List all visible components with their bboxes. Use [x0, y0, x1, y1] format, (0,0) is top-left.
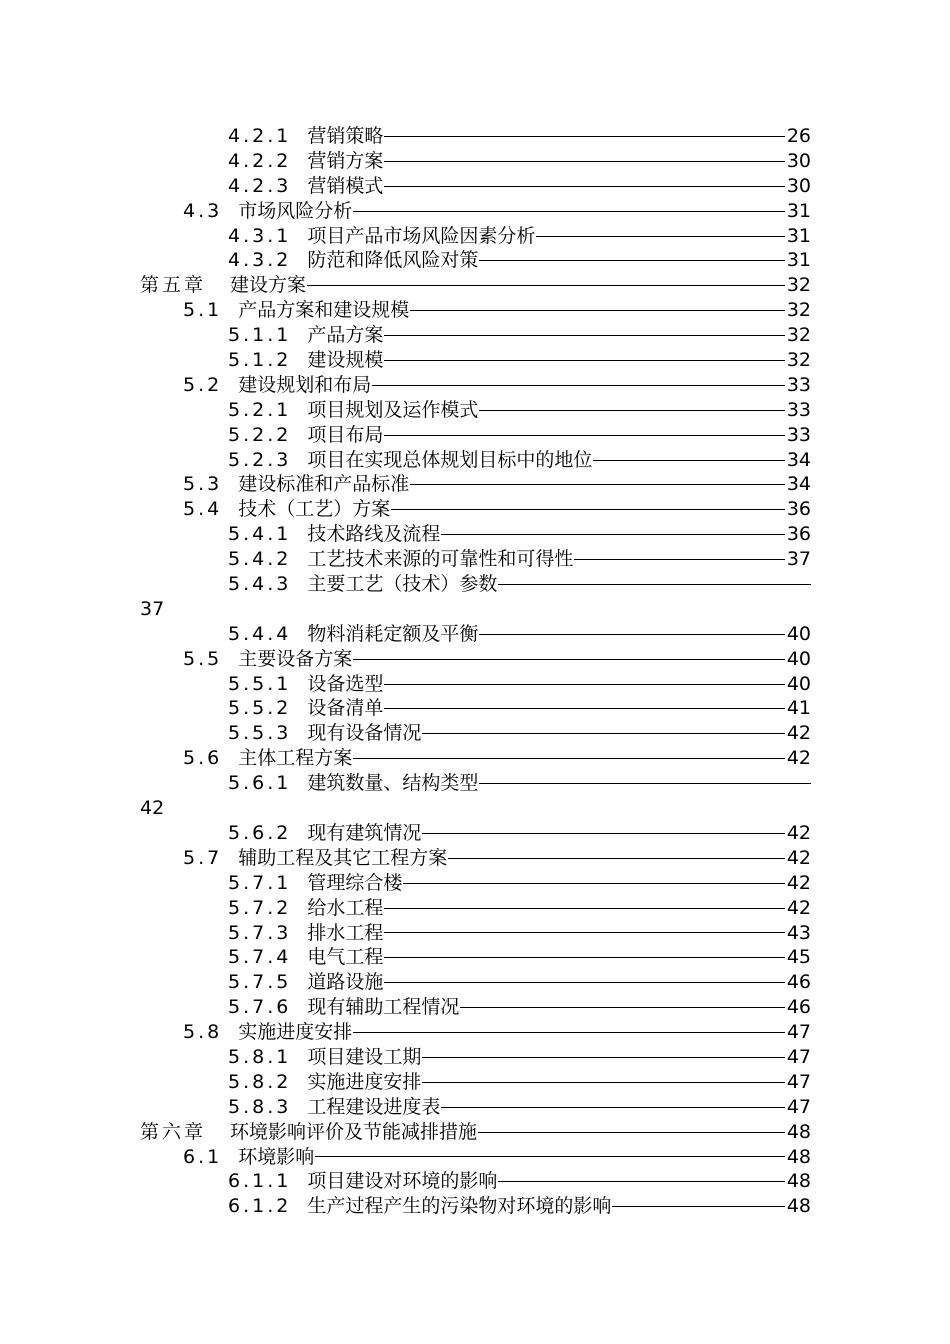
toc-dot-leader: [384, 335, 784, 336]
toc-entry-page-number: 30: [786, 149, 811, 172]
toc-entry-page-number: 37: [786, 548, 811, 571]
toc-entry-number: 4.2.1: [228, 125, 292, 147]
toc-dot-leader: [422, 733, 784, 734]
toc-entry[interactable]: [0, 771, 950, 796]
toc-entry-title: 设备选型: [307, 672, 384, 695]
toc-dot-leader: [410, 484, 785, 485]
toc-entry-row: [228, 696, 811, 721]
toc-entry-title: 现有设备情况: [307, 722, 422, 745]
toc-entry-page-number: 46: [786, 971, 811, 994]
toc-entry-title: 项目布局: [307, 423, 384, 446]
toc-entry[interactable]: [0, 746, 950, 771]
toc-entry[interactable]: [0, 273, 950, 298]
toc-entry-page-number: 48: [786, 1145, 811, 1168]
toc-dot-leader: [315, 1156, 785, 1157]
toc-entry-title: 营销方案: [307, 149, 384, 172]
toc-entry-row: [228, 398, 811, 423]
toc-entry[interactable]: [0, 921, 950, 946]
toc-entry-row: [228, 771, 811, 796]
toc-entry-title: 项目建设工期: [307, 1045, 422, 1068]
toc-entry-page-number: 41: [786, 697, 811, 720]
toc-entry-title: 生产过程产生的污染物对环境的影响: [307, 1195, 612, 1218]
toc-entry[interactable]: [0, 846, 950, 871]
toc-entry[interactable]: [0, 945, 950, 970]
toc-dot-leader: [478, 1132, 785, 1133]
toc-entry[interactable]: [0, 1095, 950, 1120]
toc-entry-title: 主要工艺（技术）参数: [307, 573, 498, 596]
toc-entry-row: [228, 896, 811, 921]
toc-entry-number: 第六章: [140, 1120, 207, 1143]
toc-entry-title: 实施进度安排: [238, 1021, 353, 1044]
toc-entry-row: [228, 448, 811, 473]
toc-entry-page-number: 42: [786, 747, 811, 770]
toc-entry-title: 实施进度安排: [307, 1070, 422, 1093]
toc-entry[interactable]: [0, 896, 950, 921]
toc-entry-row: [228, 522, 811, 547]
toc-dot-leader: [479, 634, 784, 635]
toc-entry-row: [228, 995, 811, 1020]
toc-entry[interactable]: [0, 547, 950, 572]
toc-entry-row: [228, 572, 811, 597]
toc-entry[interactable]: [0, 298, 950, 323]
toc-entry-row: [183, 1145, 811, 1170]
toc-entry-title: 道路设施: [307, 971, 384, 994]
toc-entry-page-number: 47: [786, 1095, 811, 1118]
toc-entry-row: [183, 846, 811, 871]
toc-entry[interactable]: [0, 398, 950, 423]
toc-entry[interactable]: [0, 149, 950, 174]
toc-entry-number: 5.1.1: [228, 324, 292, 347]
toc-entry[interactable]: [0, 1120, 950, 1145]
toc-entry-page-number: 36: [786, 523, 811, 546]
toc-entry[interactable]: [0, 248, 950, 273]
toc-entry-page-number: 40: [786, 672, 811, 695]
toc-dot-leader: [384, 708, 784, 709]
toc-entry-title: 环境影响: [238, 1145, 315, 1168]
toc-entry-row: [183, 199, 811, 224]
toc-entry-page-number: 31: [786, 249, 811, 272]
toc-entry-row: [183, 298, 811, 323]
toc-entry-number: 5.7.1: [228, 871, 292, 894]
toc-dot-leader: [536, 236, 784, 237]
toc-entry[interactable]: [0, 622, 950, 647]
toc-entry[interactable]: [0, 572, 950, 597]
toc-entry-page-number: 32: [786, 349, 811, 372]
toc-entry-number: 5.6.2: [228, 821, 292, 844]
toc-dot-leader: [479, 410, 784, 411]
toc-entry[interactable]: [0, 423, 950, 448]
toc-entry-page-number-wrapped: 37: [140, 597, 165, 620]
toc-entry-row: [228, 1070, 811, 1095]
toc-entry-number: 5.4.4: [228, 622, 292, 645]
toc-entry-title: 现有辅助工程情况: [307, 996, 460, 1019]
toc-entry-title: 物料消耗定额及平衡: [307, 622, 479, 645]
toc-entry-row: [228, 174, 811, 199]
toc-entry-title: 工程建设进度表: [307, 1095, 441, 1118]
toc-entry-row: [183, 1020, 811, 1045]
toc-entry-number: 5.1.2: [228, 349, 292, 372]
toc-entry-row: [228, 871, 811, 896]
toc-entry-row: [228, 1169, 811, 1194]
toc-entry-page-number: 31: [786, 224, 811, 247]
toc-dot-leader: [384, 932, 784, 933]
toc-entry-number: 5.7.4: [228, 946, 292, 969]
toc-entry[interactable]: [0, 1020, 950, 1045]
toc-entry-row: [228, 622, 811, 647]
toc-dot-leader: [612, 1206, 784, 1207]
toc-dot-leader: [498, 1181, 784, 1182]
toc-entry-row: [183, 472, 811, 497]
toc-entry-title: 主体工程方案: [238, 747, 353, 770]
toc-entry-page-number: 48: [786, 1195, 811, 1218]
toc-dot-leader: [384, 186, 784, 187]
toc-entry[interactable]: [0, 871, 950, 896]
toc-entry-row: [228, 224, 811, 249]
toc-entry[interactable]: [0, 348, 950, 373]
toc-entry-number: 5.6.1: [228, 772, 292, 795]
toc-dot-leader: [410, 310, 785, 311]
toc-entry-title: 建设标准和产品标准: [238, 473, 410, 496]
toc-entry-title: 产品方案和建设规模: [238, 299, 410, 322]
toc-entry-title: 环境影响评价及节能减排措施: [230, 1120, 478, 1143]
toc-entry-title: 建设方案: [230, 274, 307, 297]
toc-entry-page-number: 42: [786, 722, 811, 745]
toc-entry-title: 防范和降低风险对策: [307, 249, 479, 272]
toc-dot-leader: [403, 883, 784, 884]
toc-entry-number: 6.1.2: [228, 1195, 292, 1218]
toc-dot-leader: [422, 833, 784, 834]
toc-entry-page-number: 34: [786, 448, 811, 471]
toc-entry[interactable]: [0, 647, 950, 672]
toc-entry-page-number: 36: [786, 498, 811, 521]
toc-entry-number: 5.3: [183, 473, 223, 496]
toc-dot-leader: [574, 559, 784, 560]
toc-entry-page-number: 46: [786, 996, 811, 1019]
toc-entry-title: 建筑数量、结构类型: [307, 772, 479, 795]
toc-entry-title: 管理综合楼: [307, 871, 403, 894]
toc-entry-row: [228, 1045, 811, 1070]
toc-entry[interactable]: [0, 522, 950, 547]
toc-entry-number: 6.1.1: [228, 1170, 292, 1193]
toc-entry-number: 5.2.3: [228, 448, 292, 471]
toc-entry-page-number: 47: [786, 1045, 811, 1068]
toc-entry-page-number: 43: [786, 921, 811, 944]
toc-entry-page-number: 47: [786, 1070, 811, 1093]
toc-entry-number: 5.5.1: [228, 672, 292, 695]
toc-entry-row: [228, 423, 811, 448]
toc-dot-leader: [498, 584, 811, 585]
toc-entry-number: 5.4: [183, 498, 223, 521]
toc-dot-leader: [372, 385, 785, 386]
toc-entry[interactable]: [0, 995, 950, 1020]
toc-dot-leader: [441, 534, 784, 535]
toc-entry[interactable]: [0, 696, 950, 721]
toc-entry-row: [228, 945, 811, 970]
toc-entry-row: [183, 373, 811, 398]
toc-entry-title: 建设规模: [307, 349, 384, 372]
toc-entry-title: 电气工程: [307, 946, 384, 969]
toc-entry-title: 市场风险分析: [238, 199, 353, 222]
toc-entry-title: 辅助工程及其它工程方案: [238, 846, 448, 869]
toc-entry[interactable]: [0, 672, 950, 697]
toc-entry[interactable]: [0, 472, 950, 497]
toc-entry[interactable]: [0, 970, 950, 995]
toc-entry-number: 5.1: [183, 299, 223, 322]
toc-entry-page-number: 32: [786, 299, 811, 322]
toc-entry[interactable]: [0, 721, 950, 746]
toc-entry[interactable]: [0, 1070, 950, 1095]
toc-entry-row: [228, 672, 811, 697]
toc-entry-number: 5.7.2: [228, 896, 292, 919]
toc-dot-leader: [384, 684, 784, 685]
toc-entry-number: 5.8.1: [228, 1045, 292, 1068]
toc-entry-title: 主要设备方案: [238, 647, 353, 670]
toc-dot-leader: [391, 509, 785, 510]
toc-dot-leader: [479, 260, 784, 261]
toc-entry-row: [228, 970, 811, 995]
toc-entry-number: 6.1: [183, 1145, 223, 1168]
toc-dot-leader: [353, 211, 785, 212]
toc-entry-page-number: 48: [786, 1120, 811, 1143]
toc-entry-number: 5.2: [183, 373, 223, 396]
toc-entry-row: [228, 547, 811, 572]
toc-entry-page-number: 40: [786, 647, 811, 670]
toc-dot-leader: [384, 136, 784, 137]
toc-entry-number: 4.3.1: [228, 224, 292, 247]
toc-dot-leader: [384, 908, 784, 909]
toc-entry[interactable]: [0, 1194, 950, 1219]
toc-entry-number: 5.5.3: [228, 722, 292, 745]
toc-entry-number: 5.7.6: [228, 996, 292, 1019]
toc-dot-leader: [479, 783, 811, 784]
toc-entry-title: 营销模式: [307, 174, 384, 197]
toc-dot-leader: [307, 285, 785, 286]
toc-entry-number: 5.8.3: [228, 1095, 292, 1118]
toc-entry-number: 5.2.2: [228, 423, 292, 446]
toc-entry-page-number: 42: [786, 846, 811, 869]
toc-dot-leader: [384, 982, 784, 983]
toc-entry[interactable]: [0, 1045, 950, 1070]
toc-entry-title: 现有建筑情况: [307, 821, 422, 844]
toc-entry-row: [140, 273, 811, 298]
toc-entry-title: 建设规划和布局: [238, 373, 372, 396]
toc-entry-number: 5.7.3: [228, 921, 292, 944]
toc-entry-page-number: 30: [786, 174, 811, 197]
toc-entry-number: 5.7: [183, 846, 223, 869]
toc-entry-row: [228, 149, 811, 174]
toc-entry[interactable]: [0, 373, 950, 398]
table-of-contents: [0, 124, 950, 1219]
toc-entry-page-number: 33: [786, 373, 811, 396]
toc-entry-page-number: 45: [786, 946, 811, 969]
toc-entry[interactable]: [0, 821, 950, 846]
toc-entry[interactable]: [0, 124, 950, 149]
toc-entry-number: 5.5: [183, 647, 223, 670]
toc-entry-row: [183, 497, 811, 522]
toc-entry-title: 给水工程: [307, 896, 384, 919]
toc-entry-number: 5.7.5: [228, 971, 292, 994]
toc-entry[interactable]: [0, 323, 950, 348]
toc-entry[interactable]: [0, 1145, 950, 1170]
toc-entry-title: 技术（工艺）方案: [238, 498, 391, 521]
toc-entry-title: 项目规划及运作模式: [307, 398, 479, 421]
toc-entry-number: 5.8: [183, 1021, 223, 1044]
toc-entry-row: [228, 248, 811, 273]
toc-dot-leader: [460, 1007, 784, 1008]
toc-entry[interactable]: [0, 497, 950, 522]
toc-dot-leader: [384, 957, 784, 958]
toc-entry-page-number: 42: [786, 821, 811, 844]
toc-entry-page-number: 26: [786, 125, 811, 147]
toc-entry-page-number-wrapped: 42: [140, 797, 165, 820]
toc-entry-page-number: 47: [786, 1021, 811, 1044]
toc-entry-page-number: 31: [786, 199, 811, 222]
toc-entry-number: 5.4.3: [228, 573, 292, 596]
toc-entry-number: 5.4.1: [228, 523, 292, 546]
toc-entry-title: 设备清单: [307, 697, 384, 720]
toc-entry-number: 5.6: [183, 747, 223, 770]
toc-entry-number: 5.2.1: [228, 398, 292, 421]
toc-entry-number: 4.2.3: [228, 174, 292, 197]
toc-entry-title: 营销策略: [307, 125, 384, 147]
toc-entry-page-number: 42: [786, 871, 811, 894]
toc-entry-page-number: 33: [786, 423, 811, 446]
toc-entry-number: 4.2.2: [228, 149, 292, 172]
toc-dot-leader: [384, 435, 784, 436]
toc-entry-row: [228, 1194, 811, 1219]
toc-entry-number: 4.3: [183, 199, 223, 222]
toc-entry[interactable]: [0, 1169, 950, 1194]
toc-dot-leader: [384, 360, 784, 361]
toc-entry-title: 项目在实现总体规划目标中的地位: [307, 448, 593, 471]
toc-entry-number: 4.3.2: [228, 249, 292, 272]
toc-dot-leader: [353, 1032, 785, 1033]
toc-dot-leader: [441, 1107, 784, 1108]
toc-entry-row: [228, 348, 811, 373]
toc-entry[interactable]: [0, 174, 950, 199]
toc-entry-page-number: 33: [786, 398, 811, 421]
toc-entry[interactable]: [0, 448, 950, 473]
toc-entry-title: 项目建设对环境的影响: [307, 1170, 498, 1193]
toc-dot-leader: [353, 758, 785, 759]
toc-entry-number: 第五章: [140, 274, 207, 297]
toc-entry-row: [140, 1120, 811, 1145]
toc-dot-leader: [422, 1082, 784, 1083]
toc-entry-row: [228, 721, 811, 746]
toc-entry-row: [228, 124, 811, 149]
toc-entry-row: [228, 821, 811, 846]
toc-entry-row: [228, 1095, 811, 1120]
toc-entry-title: 工艺技术来源的可靠性和可得性: [307, 548, 574, 571]
toc-entry-row: [183, 647, 811, 672]
toc-dot-leader: [353, 659, 785, 660]
toc-entry-title: 技术路线及流程: [307, 523, 441, 546]
toc-entry-page-number: 42: [786, 896, 811, 919]
toc-entry-page-number: 40: [786, 622, 811, 645]
toc-dot-leader: [448, 858, 785, 859]
toc-entry-page-number: 48: [786, 1170, 811, 1193]
toc-entry-title: 排水工程: [307, 921, 384, 944]
toc-entry-title: 产品方案: [307, 324, 384, 347]
toc-entry[interactable]: [0, 224, 950, 249]
toc-entry-page-number: 32: [786, 274, 811, 297]
toc-entry-row: [183, 746, 811, 771]
toc-entry-row: [228, 323, 811, 348]
toc-dot-leader: [384, 161, 784, 162]
toc-entry-number: 5.5.2: [228, 697, 292, 720]
toc-entry-page-number: 32: [786, 324, 811, 347]
toc-dot-leader: [593, 460, 784, 461]
toc-entry-title: 项目产品市场风险因素分析: [307, 224, 536, 247]
toc-entry-row: [228, 921, 811, 946]
toc-dot-leader: [422, 1057, 784, 1058]
toc-entry-number: 5.8.2: [228, 1070, 292, 1093]
toc-entry-number: 5.4.2: [228, 548, 292, 571]
toc-entry-page-number: 34: [786, 473, 811, 496]
toc-entry[interactable]: [0, 199, 950, 224]
